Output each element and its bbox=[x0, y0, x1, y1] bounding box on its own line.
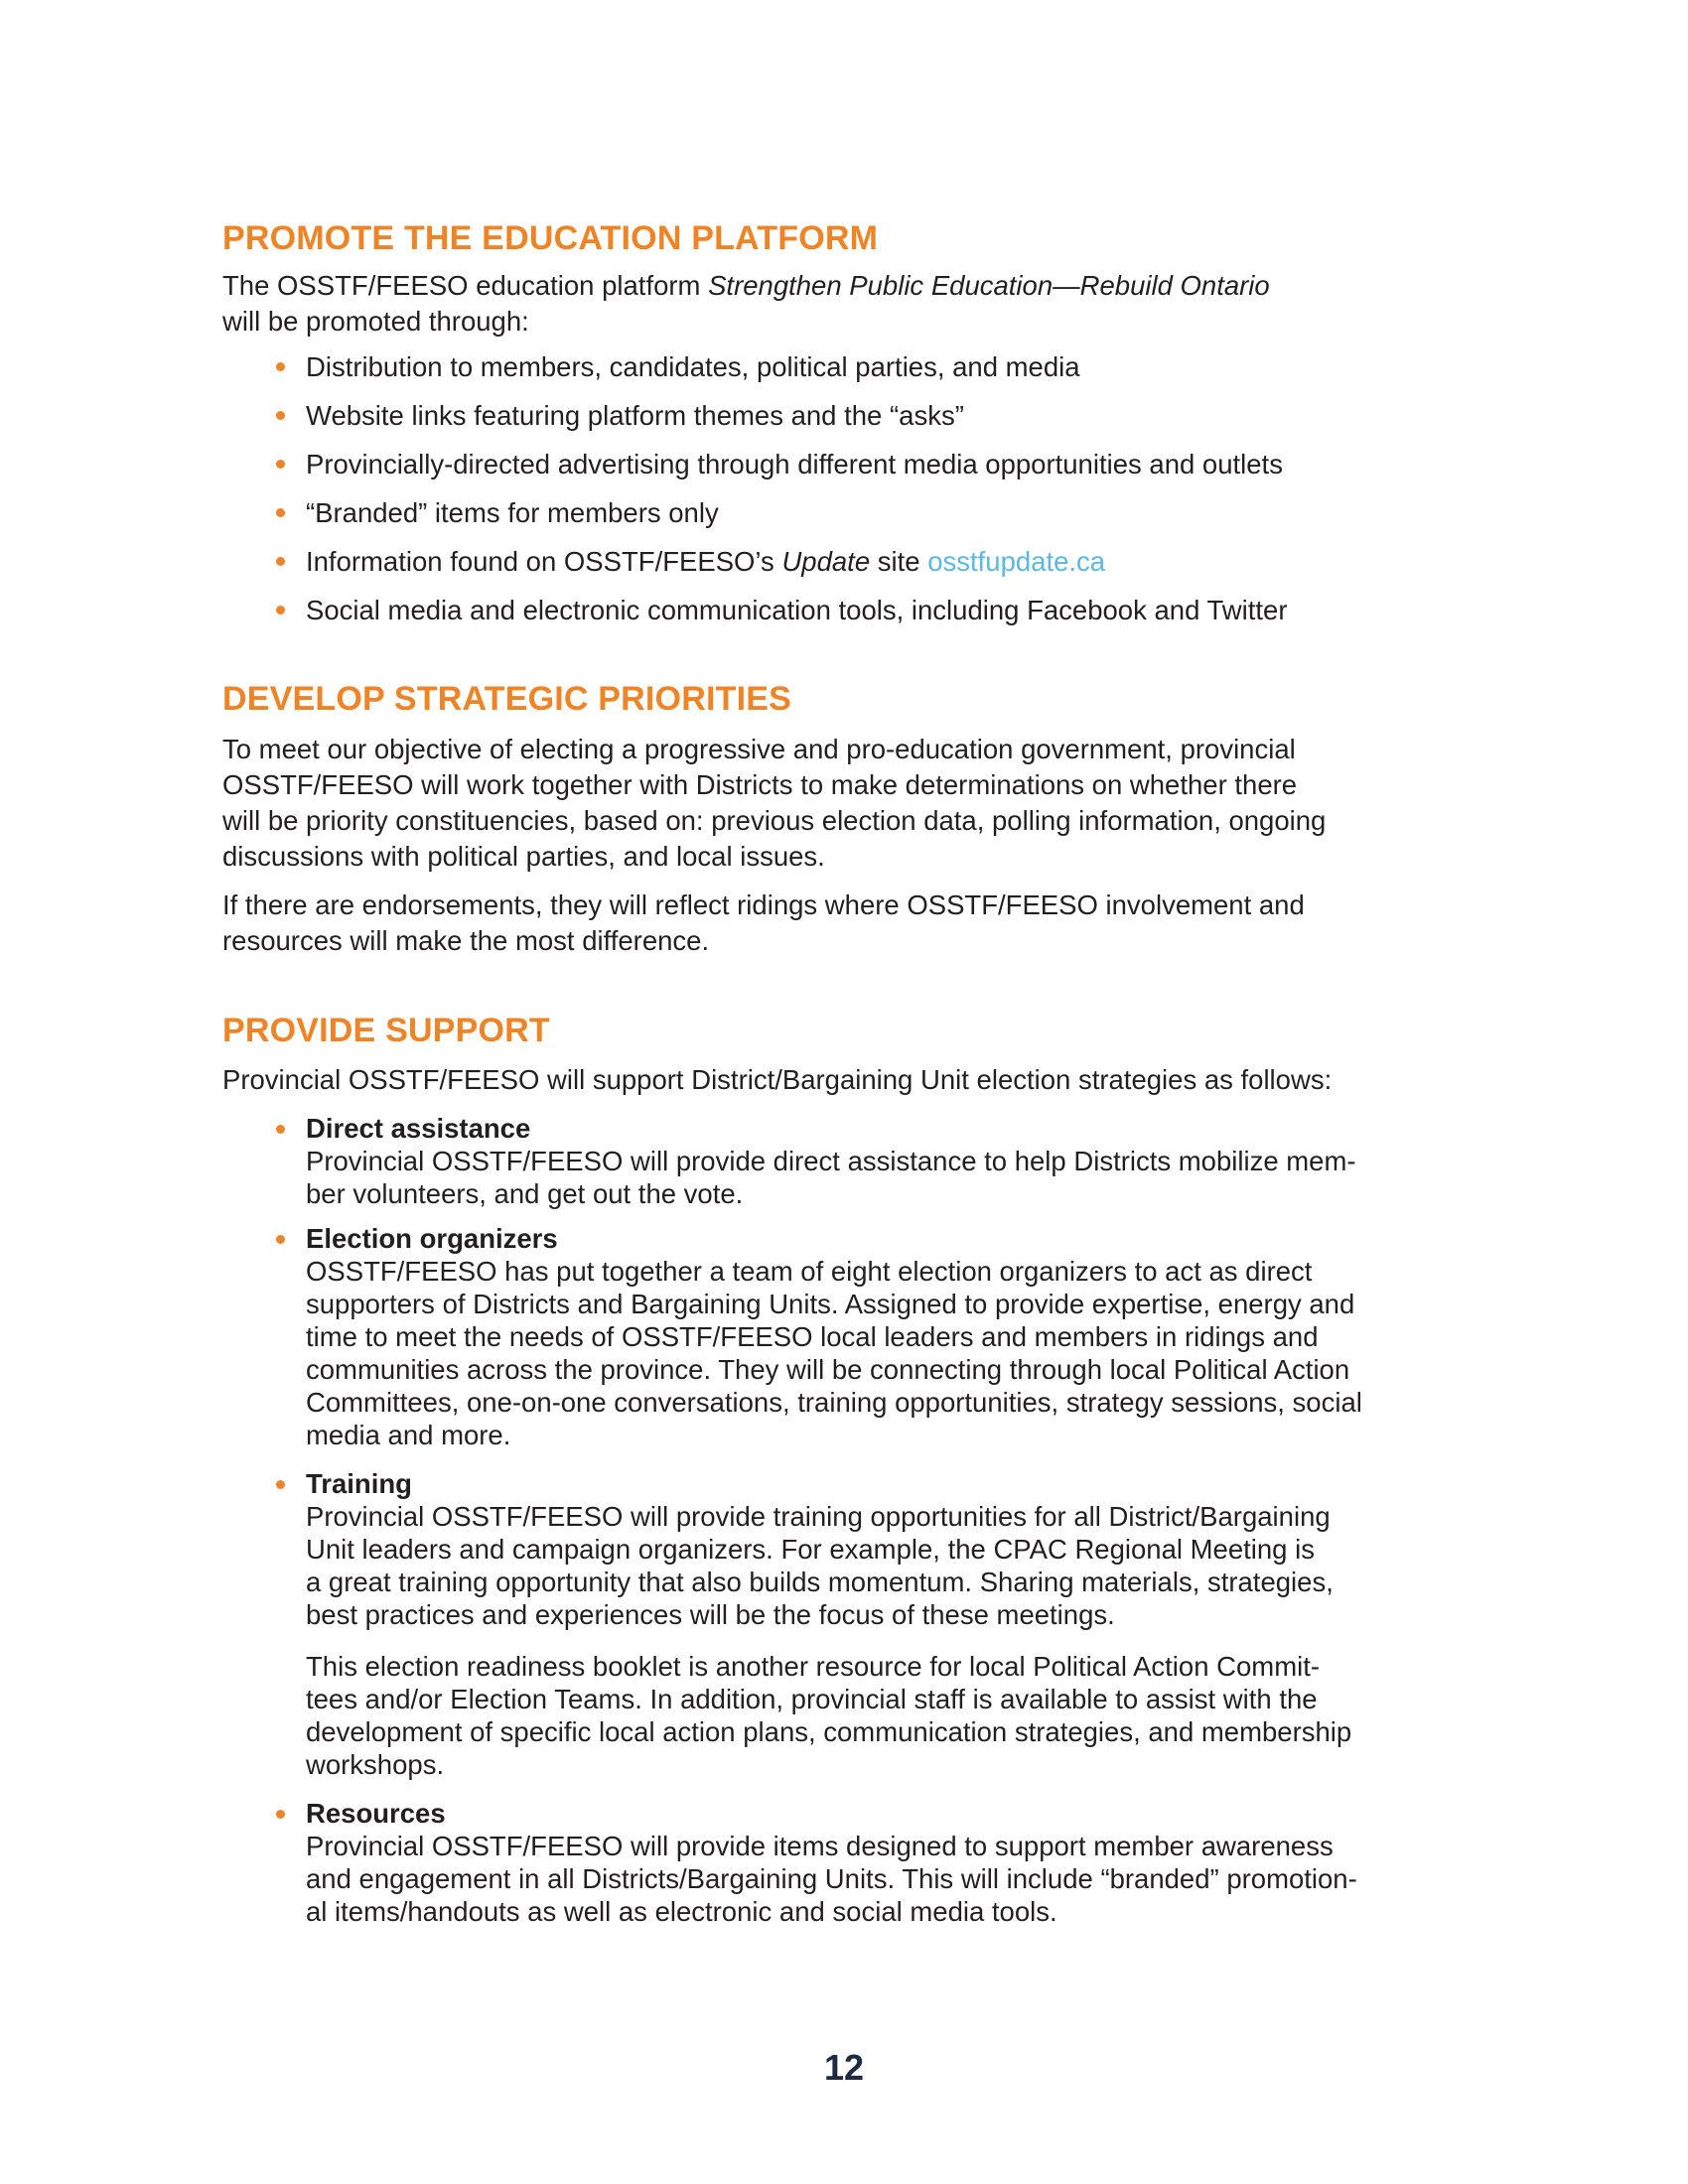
paragraph bbox=[306, 1650, 1351, 1781]
list-item-text: Social media and electronic communication tools, including Facebook and Twitter bbox=[306, 595, 1288, 625]
list-item-text: site bbox=[870, 546, 928, 577]
paragraph-line: Provincial OSSTF/FEESO will provide direct assistance to help Districts mobilize mem- bbox=[306, 1146, 1356, 1176]
bullet-icon bbox=[276, 557, 285, 566]
list-item bbox=[306, 447, 1283, 482]
support-item bbox=[306, 1112, 1356, 1210]
paragraph-line: best practices and experiences will be the focus of these meetings. bbox=[306, 1599, 1115, 1630]
list-item-text: Distribution to members, candidates, political parties, and media bbox=[306, 351, 1080, 382]
list-item-text: “Branded” items for members only bbox=[306, 497, 719, 528]
paragraph-line: This election readiness booklet is another resource for local Political Action Commit- bbox=[306, 1651, 1321, 1682]
paragraph-line: and engagement in all Districts/Bargaining Units. This will include “branded” promotion- bbox=[306, 1863, 1357, 1894]
osstfupdate-link[interactable]: osstfupdate.ca bbox=[927, 546, 1106, 577]
list-item bbox=[306, 398, 964, 434]
bullet-icon bbox=[276, 411, 285, 420]
bullet-icon bbox=[276, 508, 285, 517]
paragraph-line: development of specific local action plans, communication strategies, and membership bbox=[306, 1716, 1352, 1747]
paragraph-line: al items/handouts as well as electronic and social media tools. bbox=[306, 1896, 1057, 1927]
bullet-icon bbox=[276, 1235, 285, 1244]
paragraph-line: Provincial OSSTF/FEESO will provide training opportunities for all District/Bargaining bbox=[306, 1501, 1331, 1532]
support-item bbox=[306, 1467, 1351, 1781]
list-item-text: Provincially-directed advertising through different media opportunities and outlets bbox=[306, 449, 1283, 479]
support-item-title-text: Election organizers bbox=[306, 1223, 558, 1254]
intro-text: The OSSTF/FEESO education platform bbox=[222, 270, 709, 301]
support-item-title-text: Resources bbox=[306, 1798, 446, 1829]
paragraph-line: Unit leaders and campaign organizers. For example, the CPAC Regional Meeting is bbox=[306, 1534, 1315, 1565]
paragraph-line: If there are endorsements, they will reflect ridings where OSSTF/FEESO involvement and bbox=[222, 889, 1305, 920]
paragraph-line: discussions with political parties, and local issues. bbox=[222, 841, 825, 872]
paragraph-line: supporters of Districts and Bargaining Units. Assigned to provide expertise, energy and bbox=[306, 1289, 1355, 1319]
list-item-text: Website links featuring platform themes and the “asks” bbox=[306, 400, 964, 431]
bullet-icon bbox=[276, 1125, 285, 1134]
paragraph-line: OSSTF/FEESO has put together a team of eight election organizers to act as direct bbox=[306, 1256, 1313, 1287]
paragraph-line: Committees, one-on-one conversations, training opportunities, strategy sessions, social bbox=[306, 1387, 1362, 1418]
list-item bbox=[306, 349, 1080, 385]
support-item-title bbox=[306, 1467, 1351, 1500]
support-item-title-text: Training bbox=[306, 1468, 412, 1499]
paragraph-line: media and more. bbox=[306, 1420, 511, 1450]
bullet-icon bbox=[276, 1810, 285, 1819]
section-intro: Provincial OSSTF/FEESO will support District/Bargaining Unit election strategies as follows: bbox=[222, 1064, 1333, 1095]
paragraph-line: workshops. bbox=[306, 1749, 445, 1780]
paragraph-line: time to meet the needs of OSSTF/FEESO local leaders and members in ridings and bbox=[306, 1321, 1319, 1352]
list-item bbox=[306, 593, 1288, 628]
section-heading: PROVIDE SUPPORT bbox=[222, 1012, 550, 1049]
list-item bbox=[306, 544, 1105, 580]
paragraph-line: tees and/or Election Teams. In addition, provincial staff is available to assist with the bbox=[306, 1684, 1318, 1714]
section-provide-support bbox=[222, 1011, 1493, 1096]
support-item-title bbox=[306, 1112, 1356, 1145]
paragraph-line: Provincial OSSTF/FEESO will provide items designed to support member awareness bbox=[306, 1831, 1334, 1861]
paragraph-line: To meet our objective of electing a progressive and pro-education government, provincial bbox=[222, 734, 1296, 764]
section-strategic-priorities bbox=[222, 679, 1493, 959]
bullet-icon bbox=[276, 606, 285, 614]
support-item bbox=[306, 1797, 1357, 1928]
intro-text: will be promoted through: bbox=[222, 306, 529, 337]
paragraph-line: resources will make the most difference. bbox=[222, 925, 710, 956]
bullet-icon bbox=[276, 460, 285, 469]
section-intro bbox=[222, 268, 1493, 340]
paragraph-line: communities across the province. They will be connecting through local Political Action bbox=[306, 1354, 1350, 1385]
section-heading: PROMOTE THE EDUCATION PLATFORM bbox=[222, 219, 879, 257]
support-item-title bbox=[306, 1222, 1362, 1255]
paragraph-line: OSSTF/FEESO will work together with Districts to make determinations on whether there bbox=[222, 769, 1298, 800]
paragraph-line: ber volunteers, and get out the vote. bbox=[306, 1178, 744, 1209]
paragraph bbox=[222, 887, 1493, 959]
update-title: Update bbox=[781, 546, 871, 577]
support-item-title-text: Direct assistance bbox=[306, 1113, 531, 1144]
paragraph-line: a great training opportunity that also builds momentum. Sharing materials, strategies, bbox=[306, 1567, 1334, 1597]
paragraph bbox=[222, 732, 1493, 875]
bullet-icon bbox=[276, 362, 285, 371]
list-item-text: Information found on OSSTF/FEESO’s bbox=[306, 546, 782, 577]
list-item bbox=[306, 495, 719, 531]
page-number: 12 bbox=[823, 2047, 865, 2088]
section-promote-platform bbox=[222, 218, 1493, 340]
support-item bbox=[306, 1222, 1362, 1451]
section-heading: DEVELOP STRATEGIC PRIORITIES bbox=[222, 680, 791, 718]
support-item-title bbox=[306, 1797, 1357, 1830]
paragraph-line: will be priority constituencies, based on: previous election data, polling information, ongoing bbox=[222, 805, 1327, 836]
bullet-icon bbox=[276, 1480, 285, 1489]
platform-title: Strengthen Public Education—Rebuild Ontario bbox=[708, 270, 1270, 301]
